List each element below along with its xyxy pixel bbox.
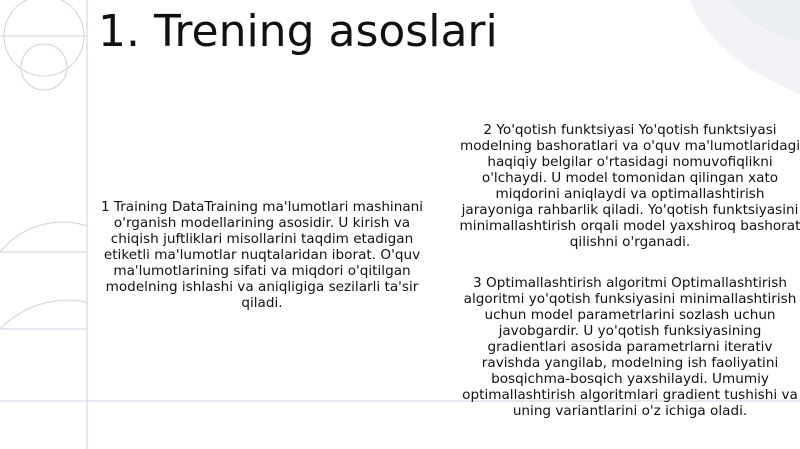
section-training-data: 1 Training DataTraining ma'lumotlari mashinani o'rganish modellarining asosidir. U kirish va chiqish juftliklari misollarini taqdim etadigan etiketli ma'lumotlar nuqtalaridan iborat. O'quv ma'lumotlarining sifati va miqdori o'qitilgan modelning ishlashi va aniqligiga sezilarli ta'sir qiladi. — [100, 199, 424, 311]
slide-title: 1. Trening asoslari — [98, 6, 498, 57]
section-optimization-algorithm: 3 Optimallashtirish algoritmi Optimallashtirish algoritmi yo'qotish funksiyasini minimallashtirish uchun model parametrlarini sozlash uchun javobgardir. U yo'qotish funksiyasining gradientlari asosida parametrlarni iterativ ravishda yangilab, modelning ish faoliyatini bosqichma-bosqich yaxshilaydi. Umumiy optimallashtirish algoritmlari gradient tushishi va uning variantlarini o'z ichiga oladi. — [462, 275, 798, 419]
large-circle-outline — [4, 0, 84, 76]
lower-arc-2 — [0, 300, 87, 329]
leaf-shadow — [690, 0, 800, 95]
section-loss-function: 2 Yo'qotish funktsiyasi Yo'qotish funktsiyasi modelning bashoratlari va o'quv ma'lumotlaridagi haqiqiy belgilar o'rtasidagi nomuvofiqlikni o'lchaydi. U model tomonidan qilingan xato miqdorini aniqlaydi va optimallashtirish jarayoniga rahbarlik qiladi. Yo'qotish funktsiyasini minimallashtirish orqali model yaxshiroq bashorat qilishni o'rganadi. — [459, 122, 800, 250]
small-circle-outline — [21, 44, 67, 90]
lower-arc — [0, 222, 87, 252]
